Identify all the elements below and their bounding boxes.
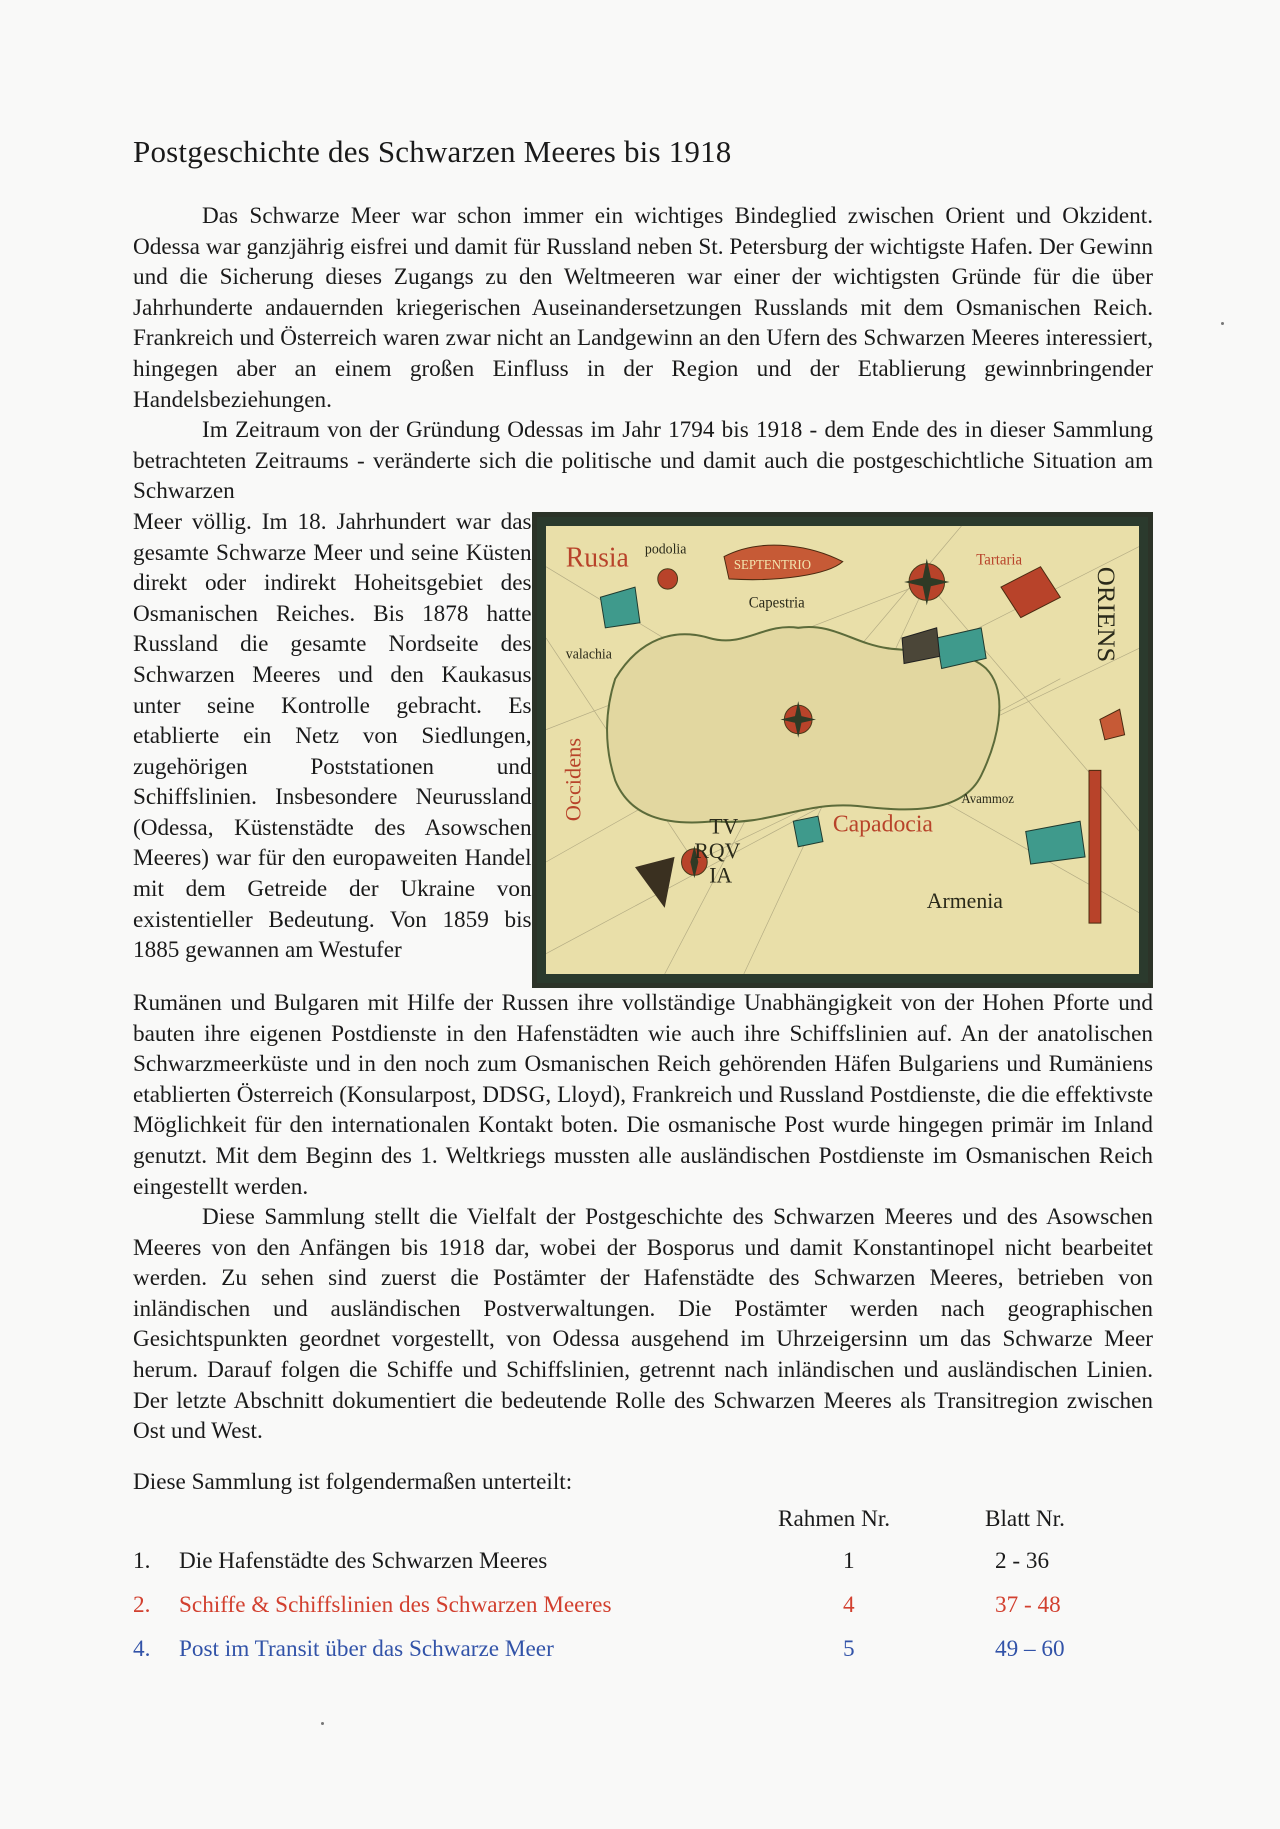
tartaria-label: Tartaria (975, 552, 1022, 569)
black-sea-map (532, 512, 1153, 988)
list-item-frame: 1 (843, 1547, 855, 1574)
list-item-sheets: 49 – 60 (995, 1635, 1065, 1662)
list-item-number: 4. (133, 1635, 151, 1662)
capestria-label: Capestria (748, 595, 805, 612)
wrapped-text-column (133, 507, 532, 966)
body-text (133, 201, 1153, 1447)
list-item-label: Post im Transit über das Schwarze Meer (179, 1635, 554, 1662)
list-item-label: Die Hafenstädte des Schwarzen Meeres (179, 1547, 548, 1574)
list-item-label: Schiffe & Schiffslinien des Schwarzen Meeres (179, 1591, 612, 1618)
col-sheet-heading: Blatt Nr. (985, 1505, 1065, 1532)
list-item-sheets: 2 - 36 (995, 1547, 1050, 1574)
capadocia-label: Capadocia (832, 811, 933, 838)
paragraph-period: Im Zeitraum von der Gründung Odessas im Jahr 1794 bis 1918 - dem Ende des in dieser Sammlung betrachteten Zeitraums - veränderte sich die politische und damit auch die postgeschichtliche Situation am Schwarzen (133, 417, 1153, 505)
col-frame-heading: Rahmen Nr. (778, 1505, 891, 1532)
list-item-sheets: 37 - 48 (995, 1591, 1061, 1618)
list-item-2 (133, 1584, 1153, 1628)
paragraph-wrapped: Meer völlig. Im 18. Jahrhundert war das gesamte Schwarze Meer und seine Küsten direkt oder indirekt Hoheitsgebiet des Osmanischen Reiches. Bis 1878 hatte Russland die gesamte Nordseite des Schwarzen Meeres und den Kaukasus unter seine Kontrolle gebracht. Es etablierte ein Netz von Siedlungen, zugehörigen Poststationen und Schiffslinien. Insbesondere Neurussland (Odessa, Küstenstädte des Asowschen Meeres) war für den europaweiten Handel mit dem Getreide der Ukraine von existentieller Bedeutung. Von 1859 bis 1885 gewannen am Westufer (133, 508, 532, 964)
map-illustration (546, 526, 1139, 974)
tvrqvia-label-1: TV (708, 813, 738, 839)
list-item-1 (133, 1540, 1153, 1584)
scan-speck (1221, 322, 1224, 325)
list-item-number: 2. (133, 1591, 151, 1618)
paragraph-intro: Das Schwarze Meer war schon immer ein wichtiges Bindeglied zwischen Orient und Okzident. Odessa war ganzjährig eisfrei und damit für Russland neben St. Petersburg der wichtigste Hafen. Der Gewinn und die Sicherung dieses Zugangs zu den Weltmeeren war einer der wichtigsten Gründe für die über Jahrhunderte andauernden kriegerischen Auseinandersetzungen Russlands mit dem Osmanischen Reich. Frankreich und Österreich waren zwar nicht an Landgewinn an den Ufern des Schwarzen Meeres interessiert, hingegen aber an einem großen Einfluss in der Region und der Etablierung gewinnbringender Handelsbeziehungen. (133, 203, 1153, 413)
occidens-label: Occidens (560, 737, 586, 822)
document-page (133, 134, 1153, 1672)
list-item-frame: 5 (843, 1635, 855, 1662)
page-title: Postgeschichte des Schwarzen Meeres bis 1918 (133, 134, 732, 169)
scale-bar (1089, 770, 1101, 923)
septentrio-label: SEPTENTRIO (733, 556, 811, 572)
tvrqvia-label-3: IA (708, 862, 732, 888)
scan-speck (321, 1722, 324, 1725)
avammoz-label: Avammoz (960, 790, 1014, 806)
paragraph-continuation: Rumänen und Bulgaren mit Hilfe der Russen ihre vollständige Unabhängigkeit von der Hohen Pforte und bauten ihre eigenen Postdienste in den Hafenstädten wie auch ihre Schiffslinien auf. An der anatolischen Schwarzmeerküste und in den noch zum Osmanischen Reich gehörenden Häfen Bulgariens und Rumäniens etablierten Österreich (Konsularpost, DDSG, Lloyd), Frankreich und Russland Postdienste, die die effektivste Möglichkeit für den internationalen Kontakt boten. Die osmanische Post wurde hingegen primär im Inland genutzt. Mit dem Beginn des 1. Weltkriegs mussten alle ausländischen Postdienste im Osmanischen Reich eingestellt werden. (133, 989, 1153, 1200)
list-item-frame: 4 (843, 1591, 855, 1618)
oriens-label: ORIENS (1091, 566, 1121, 663)
text-with-map (133, 507, 1153, 988)
list-item-3 (133, 1628, 1153, 1672)
tvrqvia-label-2: RQV (693, 837, 740, 863)
podolia-label: podolia (644, 541, 686, 558)
list-intro: Diese Sammlung ist folgendermaßen unterteilt: (133, 1468, 573, 1495)
armenia-label: Armenia (926, 887, 1003, 913)
list-column-headers (133, 1496, 1153, 1540)
rusia-label: Rusia (565, 542, 629, 574)
paragraph-collection: Diese Sammlung stellt die Vielfalt der Postgeschichte des Schwarzen Meeres und des Asowschen Meeres von den Anfängen bis 1918 dar, wobei der Bosporus und damit Konstantinopel nicht bearbeitet werden. Zu sehen sind zuerst die Postämter der Hafenstädte des Schwarzen Meeres, betrieben von inländischen und ausländischen Postverwaltungen. Die Postämter werden nach geographischen Gesichtspunkten geordnet vorgestellt, von Odessa ausgehend im Uhrzeigersinn um das Schwarze Meer herum. Darauf folgen die Schiffe und Schiffslinien, getrennt nach inländischen und ausländischen Linien. Der letzte Abschnitt dokumentiert die bedeutende Rolle des Schwarzen Meeres als Transitregion zwischen Ost und West. (133, 1204, 1153, 1445)
compass-rose-north (657, 569, 677, 589)
flag-turquia (793, 816, 823, 847)
list-item-number: 1. (133, 1547, 151, 1574)
valachia-label: valachia (565, 646, 612, 663)
